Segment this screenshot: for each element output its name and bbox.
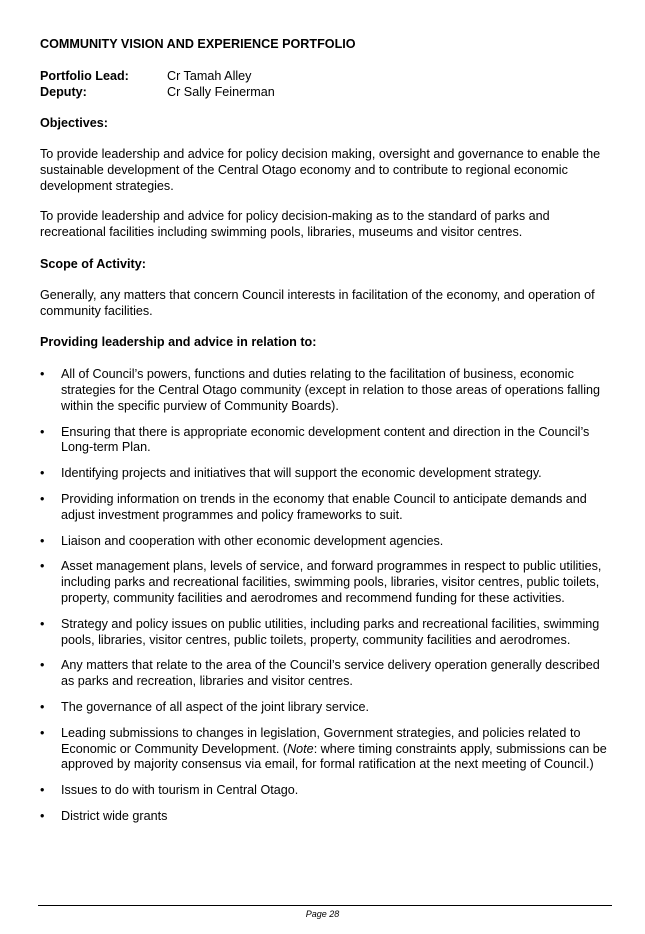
list-item-text: District wide grants xyxy=(61,808,168,823)
bullet-icon: • xyxy=(40,699,45,714)
list-item-text: Strategy and policy issues on public utilities, including parks and recreational facilities, swimming pools, libraries, visitor centres, public toilets, property, community facilities and aerodromes. xyxy=(61,616,600,647)
deputy-value: Cr Sally Feinerman xyxy=(167,84,275,99)
list-item-text: Issues to do with tourism in Central Otago. xyxy=(61,783,299,798)
list-item xyxy=(40,700,608,716)
list-item-text: Liaison and cooperation with other economic development agencies. xyxy=(61,533,444,548)
footer-divider xyxy=(38,905,612,906)
providing-heading: Providing leadership and advice in relation to: xyxy=(40,335,317,350)
list-item-text: The governance of all aspect of the joint library service. xyxy=(61,699,370,714)
list-item xyxy=(40,367,608,414)
list-item xyxy=(40,559,608,606)
bullet-icon: • xyxy=(40,533,45,548)
bullet-icon: • xyxy=(40,616,45,631)
bullet-icon: • xyxy=(40,491,45,506)
list-item-text: Identifying projects and initiatives that will support the economic development strategy. xyxy=(61,466,542,481)
page-title: COMMUNITY VISION AND EXPERIENCE PORTFOLIO xyxy=(40,37,356,51)
list-item-text-after: : where timing constraints apply, submissions can be approved by majority consensus via email, for formal ratification at the next meeting of Council.) xyxy=(61,741,607,772)
document-page xyxy=(40,37,608,835)
list-item xyxy=(40,617,608,649)
page-number: Page 28 xyxy=(305,909,340,919)
list-item-text: Any matters that relate to the area of the Council’s service delivery operation generally described as parks and recreation, libraries and visitor centres. xyxy=(61,658,600,689)
list-item xyxy=(40,658,608,690)
list-item xyxy=(40,783,608,799)
note-label: Note xyxy=(287,741,314,756)
list-item xyxy=(40,809,608,825)
deputy-row xyxy=(40,85,608,101)
objectives-paragraph: To provide leadership and advice for policy decision-making as to the standard of parks and recreational facilities including swimming pools, libraries, museums and visitor centres. xyxy=(40,209,550,240)
portfolio-lead-value: Cr Tamah Alley xyxy=(167,69,252,83)
bullet-icon: • xyxy=(40,559,45,574)
bullet-icon: • xyxy=(40,808,45,823)
portfolio-lead-label: Portfolio Lead: xyxy=(40,69,129,83)
bullet-icon: • xyxy=(40,783,45,798)
bullet-icon: • xyxy=(40,725,45,740)
list-item xyxy=(40,466,608,482)
bullet-icon: • xyxy=(40,466,45,481)
list-item-text: Ensuring that there is appropriate economic development content and direction in the Council’s Long-term Plan. xyxy=(61,424,590,455)
bullet-icon: • xyxy=(40,424,45,439)
list-item-text-before: Leading submissions to changes in legislation, Government strategies, and policies related to Economic or Community Development. ( xyxy=(61,725,581,756)
list-item xyxy=(40,534,608,550)
list-item-text: All of Council’s powers, functions and duties relating to the facilitation of business, economic strategies for the Central Otago community (except in relation to those areas of operations falling within the specific purview of Community Boards). xyxy=(61,367,601,413)
responsibilities-list xyxy=(40,367,608,825)
list-item xyxy=(40,425,608,457)
list-item-text xyxy=(61,726,607,772)
list-item-text: Asset management plans, levels of service, and forward programmes in respect to public utilities, including parks and recreational facilities, swimming pools, libraries, visitor centres, public toilets, property, community facilities and aerodromes and recommend funding for these activities. xyxy=(61,559,602,605)
bullet-icon: • xyxy=(40,367,45,382)
scope-paragraph: Generally, any matters that concern Council interests in facilitation of the economy, and operation of community facilities. xyxy=(40,287,595,318)
bullet-icon: • xyxy=(40,658,45,673)
objectives-paragraph: To provide leadership and advice for policy decision making, oversight and governance to enable the sustainable development of the Central Otago economy and to contribute to regional economic development strategies. xyxy=(40,146,601,193)
deputy-label: Deputy: xyxy=(40,84,87,99)
scope-heading: Scope of Activity: xyxy=(40,256,146,271)
list-item-text: Providing information on trends in the economy that enable Council to anticipate demands and adjust investment programmes and policy frameworks to suit. xyxy=(61,491,587,522)
list-item xyxy=(40,492,608,524)
portfolio-lead-row xyxy=(40,69,608,85)
portfolio-table xyxy=(40,69,608,100)
objectives-heading: Objectives: xyxy=(40,116,108,131)
list-item xyxy=(40,726,608,773)
